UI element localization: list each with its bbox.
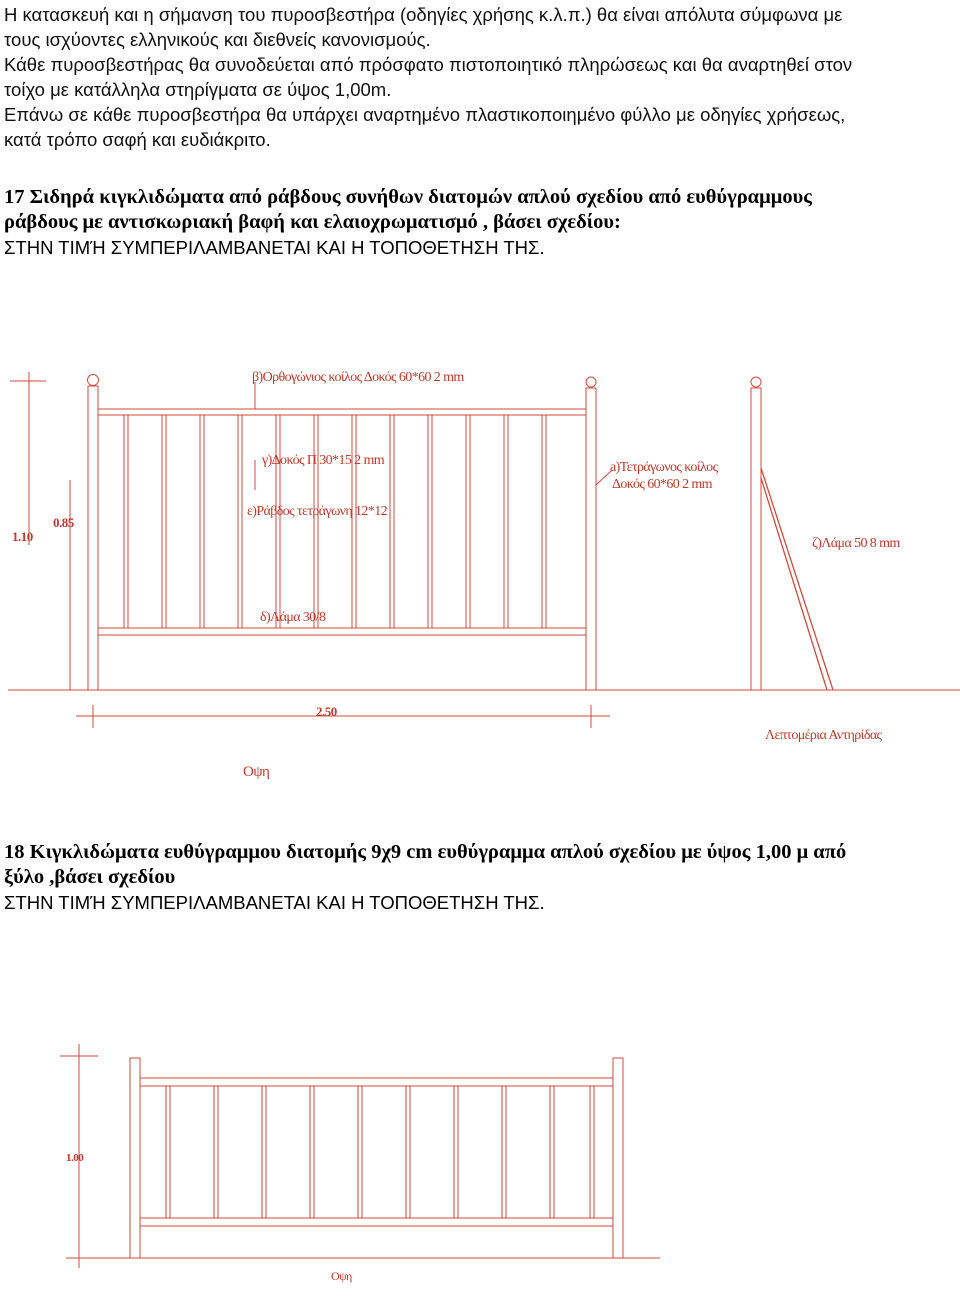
balusters (166, 1086, 594, 1218)
bottom-rail (98, 628, 586, 635)
detail-strut-label: Λεπτομέρια Αντηρίδας (765, 728, 882, 743)
section-18-title-line-2: ξύλο ,βάσει σχεδίου (4, 866, 176, 888)
dim-width: 2.50 (316, 704, 337, 719)
label-e-square-bar: ε)Ράβδος τετράγωνη 12*12 (247, 504, 388, 519)
intro-line-5: Επάνω σε κάθε πυροσβεστήρα θα υπάρχει αναρτημένο πλαστικοποιημένο φύλλο με οδηγίες χρήσεως, (4, 104, 846, 125)
dim-height-inner: 0.85 (53, 515, 74, 530)
post-left (88, 386, 98, 690)
intro-line-4: τοίχο με κατάλληλα στηρίγματα σε ύψος 1,00m. (4, 79, 392, 100)
post-right (751, 388, 761, 690)
label-a-line-1: a)Τετράγωνος κοίλος (610, 460, 718, 475)
railing-drawing-wood (0, 1040, 960, 1296)
strut-inner (761, 478, 827, 690)
intro-line-6: κατά τρόπο σαφή και ευδιάκριτο. (4, 129, 271, 150)
bottom-rail (140, 1218, 613, 1226)
view-label: Οψη (331, 1269, 352, 1283)
post-cap-right (751, 377, 761, 387)
label-a-line-2: Δοκός 60*60 2 mm (612, 477, 712, 492)
post-left (130, 1058, 140, 1258)
view-label: Οψη (243, 764, 270, 780)
top-rail (140, 1078, 613, 1086)
dim-height: 1.00 (66, 1152, 84, 1164)
intro-line-3: Κάθε πυροσβεστήρας θα συνοδεύεται από πρόσφατο πιστοποιητικό πληρώσεως και θα αναρτηθεί στον (4, 54, 853, 75)
dim-height-total: 1.10 (12, 529, 33, 544)
strut-outer (761, 468, 833, 690)
section-18-title-line-1: 18 Κιγκλιδώματα ευθύγραμμου διατομής 9χ9 cm ευθύγραμμα απλού σχεδίου με ύψος 1,00 μ από (4, 841, 847, 863)
post-right (613, 1058, 623, 1258)
top-rail (98, 409, 586, 415)
section-17-title-line-1: 17 Σιδηρά κιγκλιδώματα από ράβδους συνήθων διατομών απλού σχεδίου από ευθύγραμμους (4, 186, 812, 208)
label-b-rectangular-beam: β)Ορθογώνιος κοίλος Δοκός 60*60 2 mm (252, 370, 464, 385)
label-z-flat-bar: ζ)Λάμα 50 8 mm (812, 536, 900, 551)
post-middle (586, 388, 596, 690)
section-17-title-line-2: ράβδους με αντισκωριακή βαφή και ελαιοχρωματισμό , βάσει σχεδίου: (4, 211, 621, 233)
intro-line-2: τους ισχύοντες ελληνικούς και διεθνείς κανονισμούς. (4, 29, 431, 50)
label-g-channel-beam: γ)Δοκός Π 30*15 2 mm (262, 453, 385, 468)
intro-line-1: Η κατασκευή και η σήμανση του πυροσβεστήρα (οδηγίες χρήσης κ.λ.π.) θα είναι απόλυτα σύμφωνα με (4, 4, 843, 25)
label-d-flat-bar: δ)Λάμα 30/8 (260, 610, 326, 625)
post-cap-left (88, 375, 99, 386)
section-18-note: ΣΤΗΝ ΤΙΜΉ ΣΥΜΠΕΡΙΛΑΜΒΑΝΕΤΑΙ ΚΑΙ Η ΤΟΠΟΘΕΤΗΣΗ ΤΗΣ. (4, 892, 545, 913)
section-17-note: ΣΤΗΝ ΤΙΜΉ ΣΥΜΠΕΡΙΛΑΜΒΑΝΕΤΑΙ ΚΑΙ Η ΤΟΠΟΘΕΤΗΣΗ ΤΗΣ. (4, 237, 545, 258)
section-18-heading (4, 840, 956, 915)
post-cap-middle (586, 377, 596, 387)
intro-paragraph (4, 2, 956, 152)
section-17-heading (4, 185, 956, 260)
railing-drawing-metal (0, 350, 960, 790)
balusters (124, 415, 546, 628)
